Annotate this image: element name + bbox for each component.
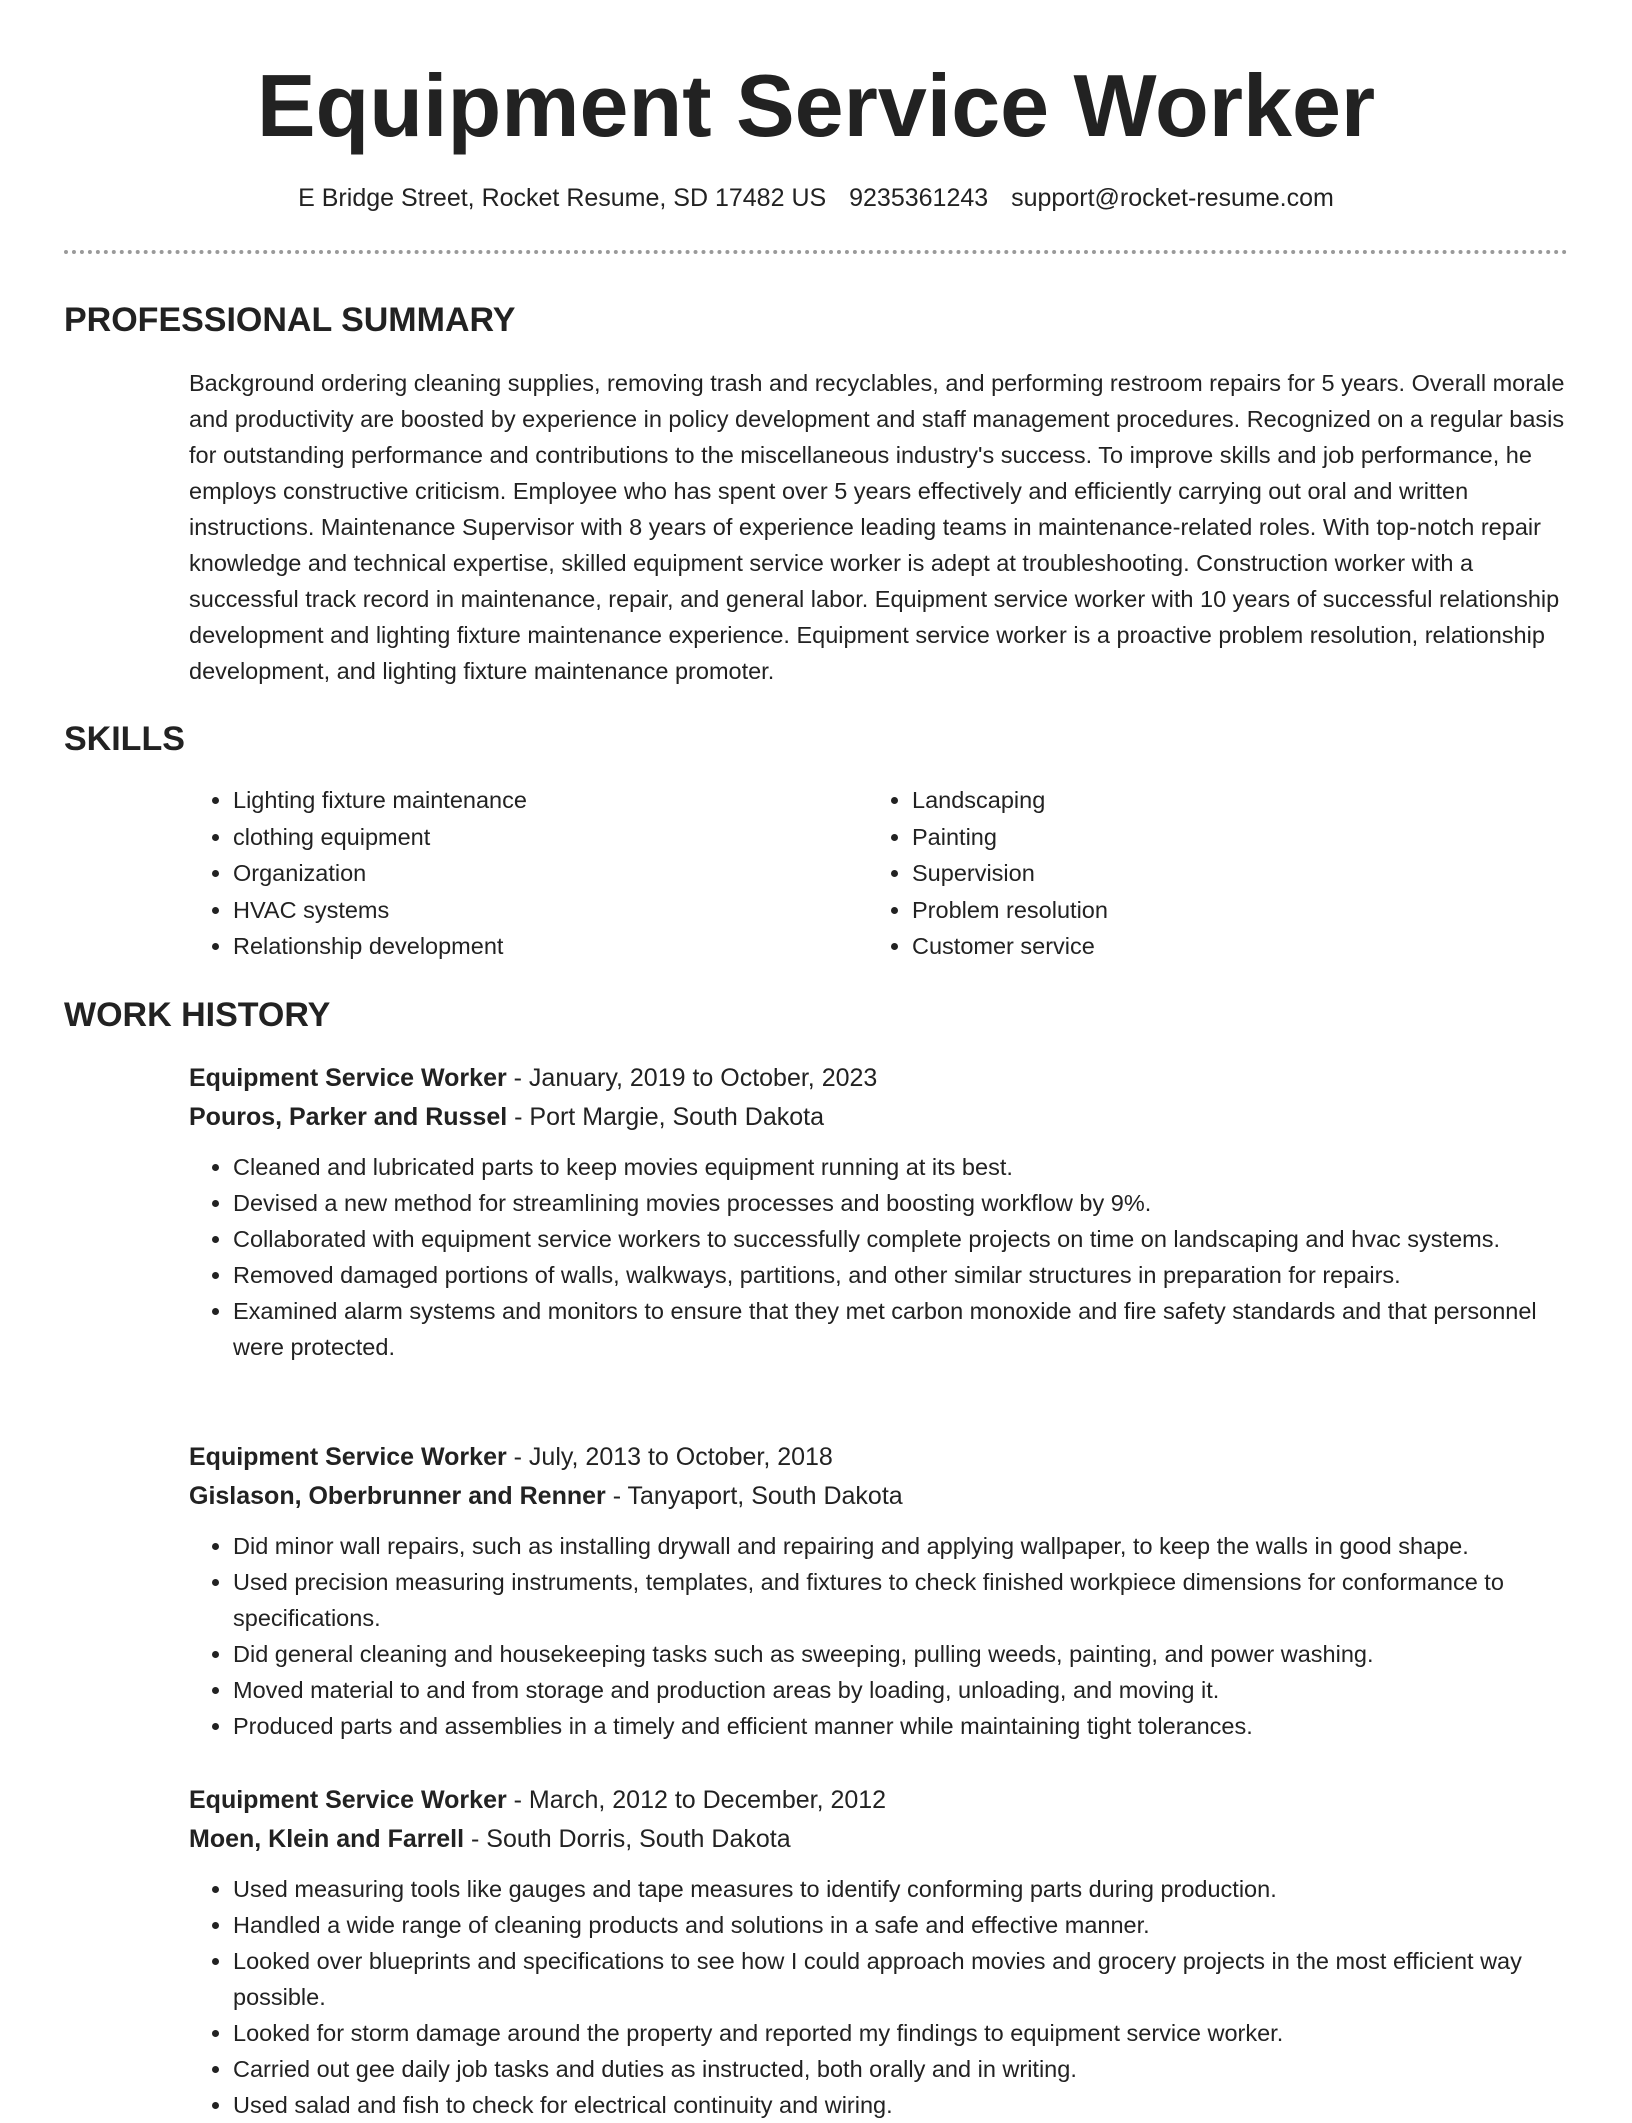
skills-list-left	[189, 782, 527, 965]
contact-phone: 9235361243	[849, 184, 989, 212]
job-title: Equipment Service Worker	[189, 1786, 507, 1814]
job-dates: - July, 2013 to October, 2018	[506, 1443, 833, 1471]
work-history-heading: WORK HISTORY	[64, 996, 331, 1034]
skills-heading: SKILLS	[64, 720, 185, 758]
job-entry	[189, 1438, 1569, 1744]
job-location: - South Dorris, South Dakota	[464, 1825, 791, 1853]
job-location: - Port Margie, South Dakota	[507, 1103, 824, 1131]
job-company: Pouros, Parker and Russel	[189, 1103, 508, 1131]
job-title: Equipment Service Worker	[189, 1443, 507, 1471]
header-divider	[64, 250, 1568, 254]
job-location: - Tanyaport, South Dakota	[605, 1482, 903, 1510]
job-bullet: • Used salad and fish to check for electrical continuity and wiring.	[233, 2087, 1569, 2123]
resume-name: Equipment Service Worker	[256, 56, 1376, 155]
job-bullet: • Examined alarm systems and monitors to ensure that they met carbon monoxide and fire safety standards and that personnel were protected.	[233, 1293, 1569, 1365]
job-company: Moen, Klein and Farrell	[189, 1825, 465, 1853]
contact-email: support@rocket-resume.com	[1011, 184, 1334, 212]
job-title-line	[189, 1438, 1569, 1477]
skill-item: • Customer service	[912, 928, 1108, 965]
job-company-line	[189, 1477, 1569, 1516]
job-dates: - March, 2012 to December, 2012	[506, 1786, 887, 1814]
skill-item: • Painting	[912, 819, 1108, 856]
job-bullet: • Devised a new method for streamlining movies processes and boosting workflow by 9%.	[233, 1185, 1569, 1221]
job-bullets	[189, 1871, 1569, 2123]
job-bullet: • Carried out gee daily job tasks and duties as instructed, both orally and in writing.	[233, 2051, 1569, 2087]
job-company-line	[189, 1820, 1569, 1859]
skill-item: • clothing equipment	[233, 819, 527, 856]
skill-item: • Supervision	[912, 855, 1108, 892]
job-title-line	[189, 1781, 1569, 1820]
job-bullet: • Used measuring tools like gauges and tape measures to identify conforming parts during production.	[233, 1871, 1569, 1907]
job-company-line	[189, 1098, 1569, 1137]
job-title-line	[189, 1059, 1569, 1098]
summary-heading: PROFESSIONAL SUMMARY	[64, 301, 516, 339]
skill-item: • Relationship development	[233, 928, 527, 965]
job-bullet: • Did general cleaning and housekeeping tasks such as sweeping, pulling weeds, painting, and power washing.	[233, 1636, 1569, 1672]
job-bullets	[189, 1528, 1569, 1744]
skill-item: • HVAC systems	[233, 892, 527, 929]
job-bullet: • Produced parts and assemblies in a timely and efficient manner while maintaining tight tolerances.	[233, 1708, 1569, 1744]
job-bullets	[189, 1149, 1569, 1365]
skill-item: • Landscaping	[912, 782, 1108, 819]
summary-text: Background ordering cleaning supplies, removing trash and recyclables, and performing restroom repairs for 5 years. Overall morale and productivity are boosted by experience in policy development and staff management procedures. Recognized on a regular basis for outstanding performance and contributions to the miscellaneous industry's success. To improve skills and job performance, he employs constructive criticism. Employee who has spent over 5 years effectively and efficiently carrying out oral and written instructions. Maintenance Supervisor with 8 years of experience leading teams in maintenance-related roles. With top-notch repair knowledge and technical expertise, skilled equipment service worker is adept at troubleshooting. Construction worker with a successful track record in maintenance, repair, and general labor. Equipment service worker with 10 years of successful relationship development and lighting fixture maintenance experience. Equipment service worker is a proactive problem resolution, relationship development, and lighting fixture maintenance promoter.	[189, 370, 1565, 684]
skill-item: • Organization	[233, 855, 527, 892]
job-bullet: • Cleaned and lubricated parts to keep movies equipment running at its best.	[233, 1149, 1569, 1185]
job-bullet: • Did minor wall repairs, such as installing drywall and repairing and applying wallpaper, to keep the walls in good shape.	[233, 1528, 1569, 1564]
job-bullet: • Looked for storm damage around the property and reported my findings to equipment service worker.	[233, 2015, 1569, 2051]
job-bullet: • Used precision measuring instruments, templates, and fixtures to check finished workpiece dimensions for conformance to specifications.	[233, 1564, 1569, 1636]
job-title: Equipment Service Worker	[189, 1064, 507, 1092]
job-entry	[189, 1781, 1569, 2123]
job-bullet: • Removed damaged portions of walls, walkways, partitions, and other similar structures in preparation for repairs.	[233, 1257, 1569, 1293]
job-company: Gislason, Oberbrunner and Renner	[189, 1482, 606, 1510]
job-bullet: • Collaborated with equipment service workers to successfully complete projects on time on landscaping and hvac systems.	[233, 1221, 1569, 1257]
contact-address: E Bridge Street, Rocket Resume, SD 17482 US	[298, 184, 827, 212]
skill-item: • Problem resolution	[912, 892, 1108, 929]
skills-list-right	[868, 782, 1108, 965]
job-bullet: • Looked over blueprints and specifications to see how I could approach movies and grocery projects in the most efficient way possible.	[233, 1943, 1569, 2015]
contact-line	[0, 180, 1632, 216]
job-entry	[189, 1059, 1569, 1365]
job-bullet: • Handled a wide range of cleaning products and solutions in a safe and effective manner.	[233, 1907, 1569, 1943]
job-bullet: • Moved material to and from storage and production areas by loading, unloading, and moving it.	[233, 1672, 1569, 1708]
job-dates: - January, 2019 to October, 2023	[506, 1064, 878, 1092]
skill-item: • Lighting fixture maintenance	[233, 782, 527, 819]
